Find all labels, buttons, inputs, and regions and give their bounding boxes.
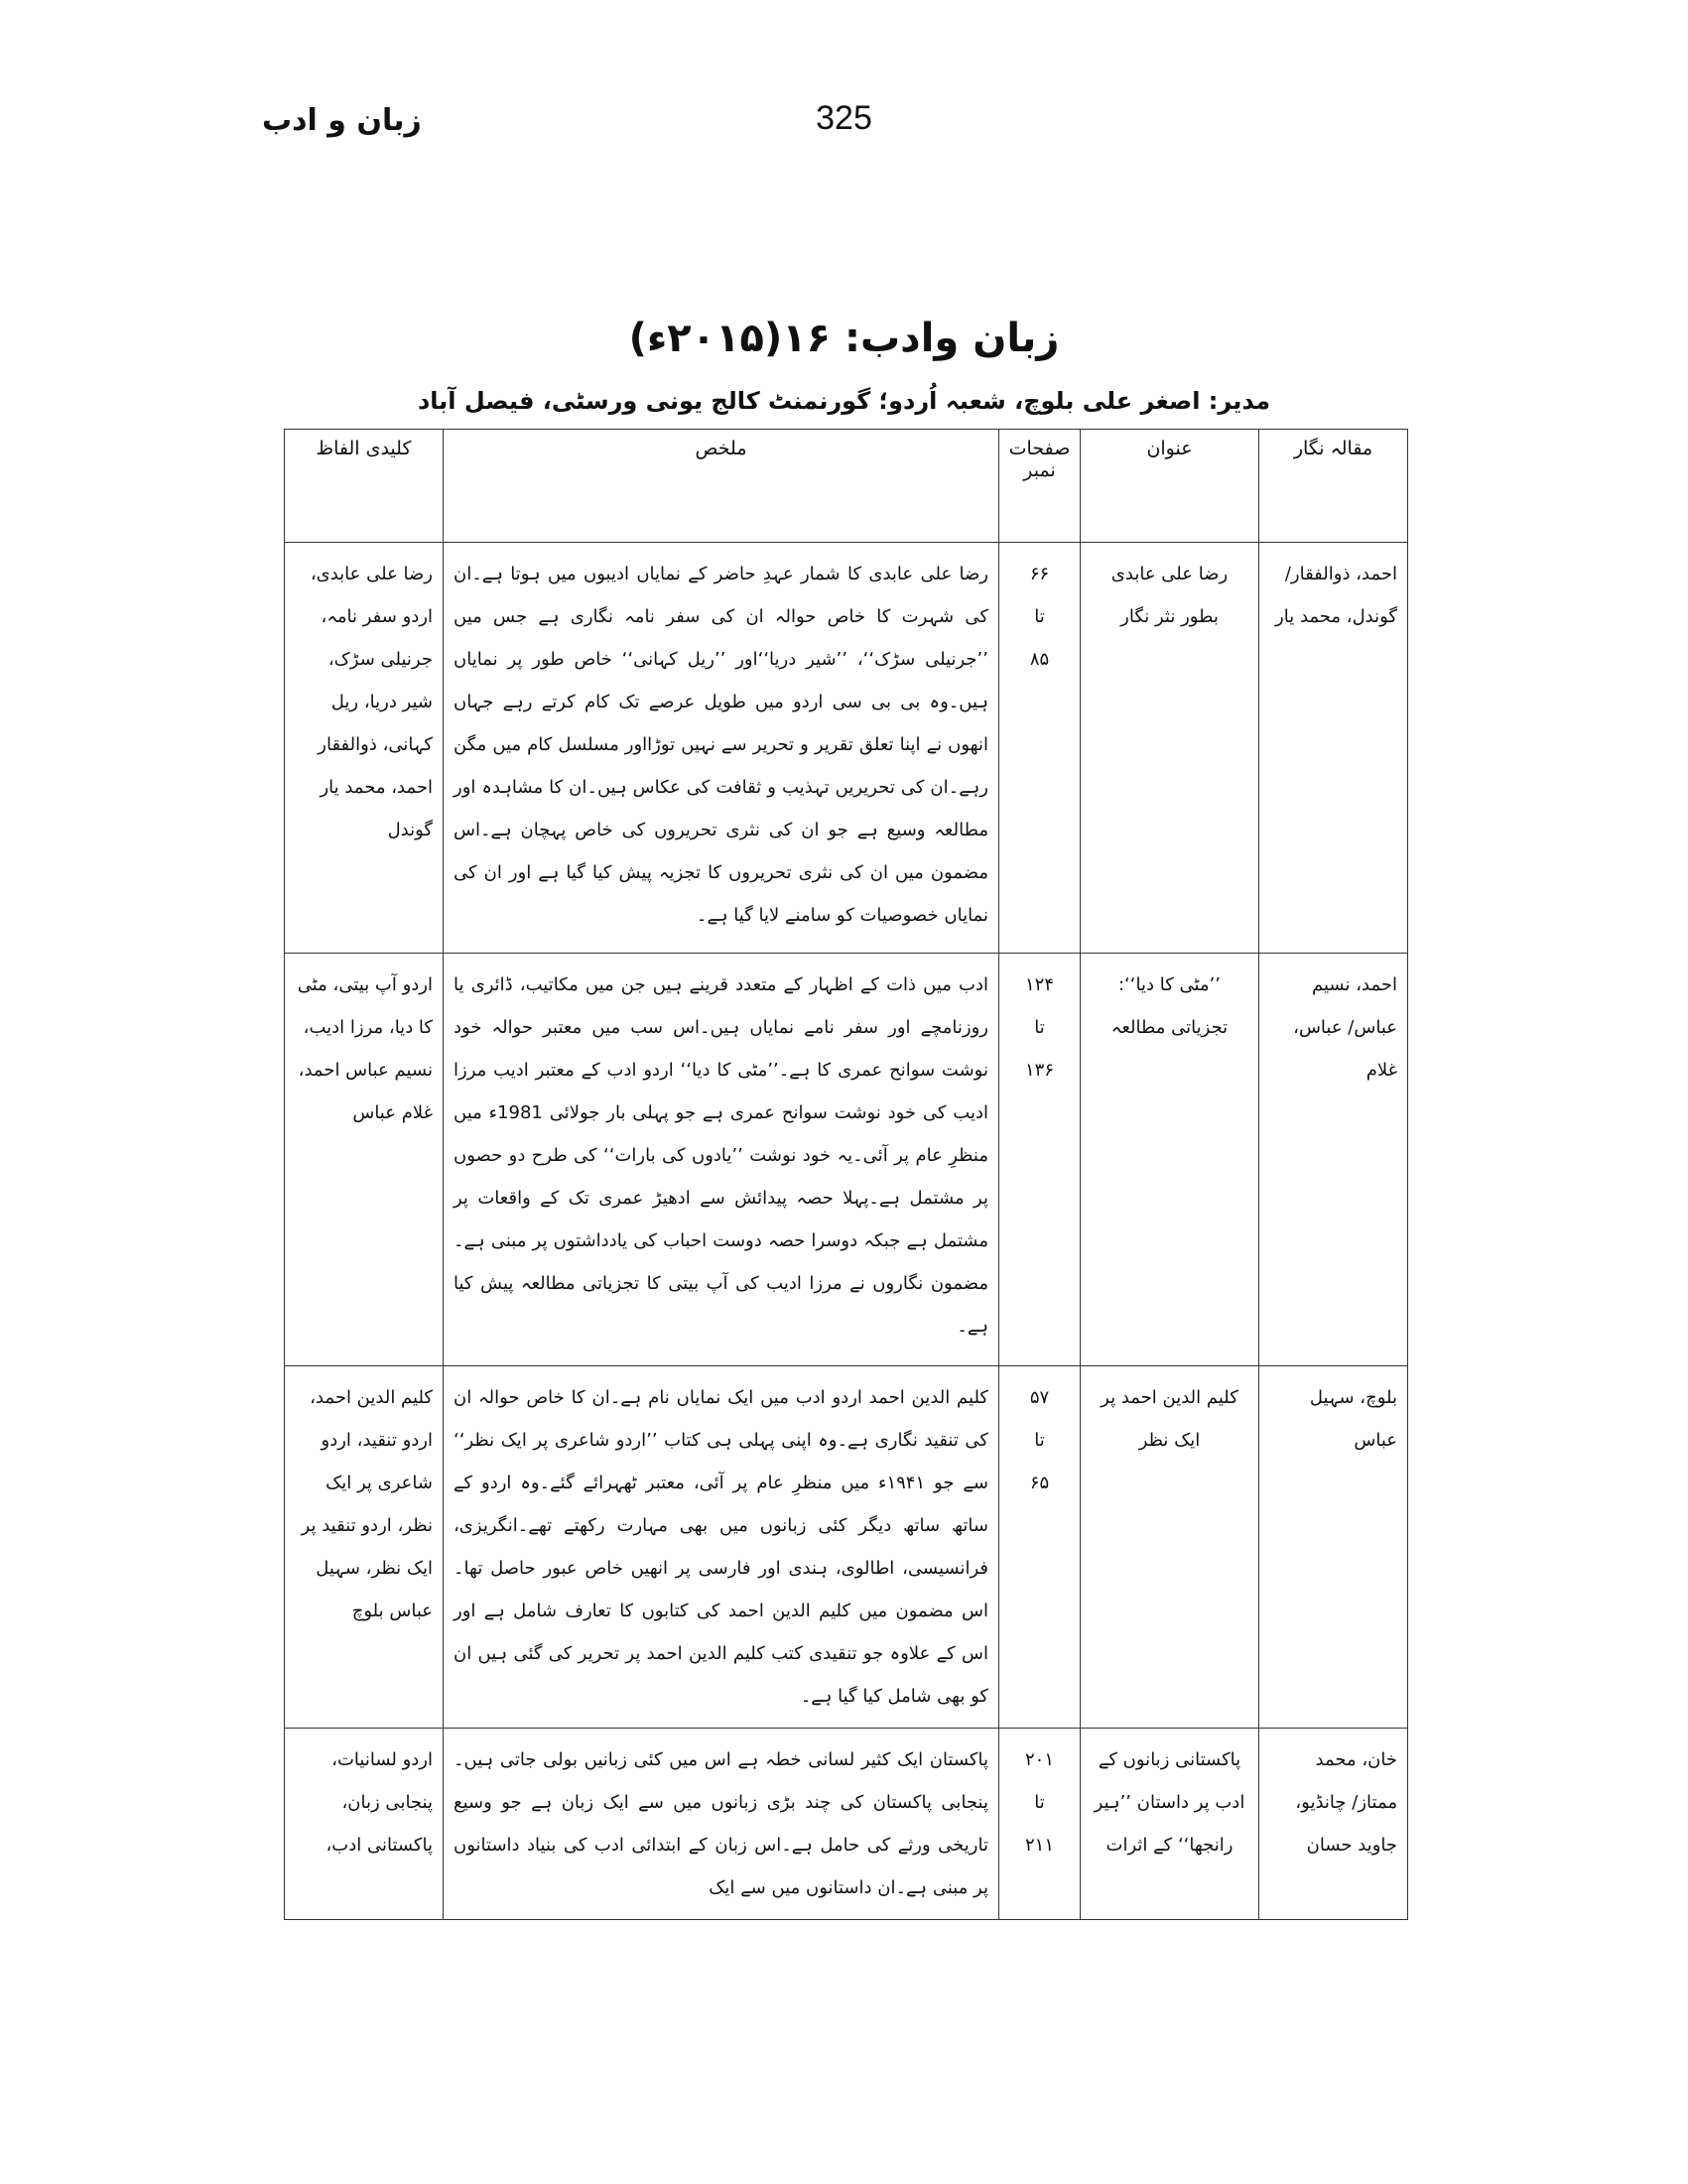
cell-title: کلیم الدین احمد پر ایک نظر [1081, 1366, 1259, 1729]
cell-keywords: کلیم الدین احمد، اردو تنقید، اردو شاعری پر ایک نظر، اردو تنقید پر ایک نظر، سہیل عباس بلوچ [285, 1366, 444, 1729]
page-number: 325 [816, 99, 872, 137]
header-keywords: کلیدی الفاظ [285, 430, 444, 543]
editor-line: مدیر: اصغر علی بلوچ، شعبہ اُردو؛ گورنمنٹ کالج یونی ورسٹی، فیصل آباد [417, 387, 1271, 415]
cell-pages [999, 1366, 1081, 1729]
page-separator: تا [1034, 1792, 1045, 1813]
table-row [285, 1366, 1408, 1729]
cell-author: احمد، ذوالفقار/ گوندل، محمد یار [1259, 543, 1408, 954]
cell-pages [999, 1729, 1081, 1920]
cell-abstract: کلیم الدین احمد اردو ادب میں ایک نمایاں نام ہے۔ان کا خاص حوالہ ان کی تنقید نگاری ہے۔وہ اپنی پہلی ہی کتاب ’’اردو شاعری پر ایک نظر‘‘ سے جو ۱۹۴۱ء میں منظرِ عام پر آئی، معتبر ٹھہرائے گئے۔وہ اردو کے ساتھ ساتھ دیگر کئی زبانوں میں بھی مہارت رکھتے تھے۔انگریزی، فرانسیسی، اطالوی، ہندی اور فارسی پر انھیں خاص عبور حاصل تھا۔اس مضمون میں کلیم الدین احمد کی کتابوں کا تعارف شامل ہے اور اس کے علاوہ جو تنقیدی کتب کلیم الدین احمد پر تحریر کی گئی ہیں ان کو بھی شامل کیا گیا ہے۔ [444, 1366, 999, 1729]
page-to: ۸۵ [1029, 649, 1050, 670]
page-to: ۱۳۶ [1024, 1060, 1054, 1081]
table-row [285, 1729, 1408, 1920]
page-from: ۶۶ [1029, 564, 1050, 584]
article-index-table [284, 429, 1408, 1920]
running-head: زبان و ادب [262, 103, 422, 138]
page-from: ۵۷ [1029, 1387, 1050, 1408]
page-separator: تا [1034, 1430, 1045, 1451]
cell-abstract: پاکستان ایک کثیر لسانی خطہ ہے اس میں کئی زبانیں بولی جاتی ہیں۔پنجابی پاکستان کی چند بڑی زبانوں میں سے ایک زبان ہے جو وسیع تاریخی ورثے کی حامل ہے۔اس زبان کے ابتدائی ادب کی بنیاد داستانوں پر مبنی ہے۔ان داستانوں میں سے ایک [444, 1729, 999, 1920]
cell-abstract: ادب میں ذات کے اظہار کے متعدد قرینے ہیں جن میں مکاتیب، ڈائری یا روزنامچے اور سفر نامے نمایاں ہیں۔اس سب میں معتبر حوالہ خود نوشت سوانح عمری کا ہے۔’’مٹی کا دیا‘‘ اردو ادب کے معتبر ادیب مرزا ادیب کی خود نوشت سوانح عمری ہے جو پہلی بار جولائی 1981ء میں منظرِ عام پر آئی۔یہ خود نوشت ’’یادوں کی بارات‘‘ کی طرح دو حصوں پر مشتمل ہے۔پہلا حصہ پیدائش سے ادھیڑ عمری تک کے واقعات پر مشتمل ہے جبکہ دوسرا حصہ دوست احباب کی یادداشتوں پر مبنی ہے۔مضمون نگاروں نے مرزا ادیب کی آپ بیتی کا تجزیاتی مطالعہ پیش کیا ہے۔ [444, 954, 999, 1366]
cell-pages [999, 954, 1081, 1366]
cell-abstract: رضا علی عابدی کا شمار عہدِ حاضر کے نمایاں ادیبوں میں ہوتا ہے۔ان کی شہرت کا خاص حوالہ ان کی سفر نامہ نگاری ہے جس میں ’’جرنیلی سڑک‘‘، ’’شیر دریا‘‘اور ’’ریل کہانی‘‘ خاص طور پر نمایاں ہیں۔وہ بی بی سی اردو میں طویل عرصے تک کام کرتے رہے جہاں انھوں نے اپنا تعلق تقریر و تحریر سے نہیں توڑااور مسلسل کام میں مگن رہے۔ان کی تحریریں تہذیب و ثقافت کی عکاس ہیں۔ان کا مشاہدہ اور مطالعہ وسیع ہے جو ان کی نثری تحریروں کی خاص پہچان ہے۔اس مضمون میں ان کی نثری تحریروں کا تجزیہ پیش کیا گیا ہے اور ان کی نمایاں خصوصیات کو سامنے لایا گیا ہے۔ [444, 543, 999, 954]
header-title: عنوان [1081, 430, 1259, 543]
cell-author: خان، محمد ممتاز/ چانڈیو، جاوید حسان [1259, 1729, 1408, 1920]
cell-keywords: رضا علی عابدی، اردو سفر نامہ، جرنیلی سڑک، شیر دریا، ریل کہانی، ذوالفقار احمد، محمد یار گوندل [285, 543, 444, 954]
cell-author: احمد، نسیم عباس/ عباس، غلام [1259, 954, 1408, 1366]
header-abstract: ملخص [444, 430, 999, 543]
page-from: ۲۰۱ [1024, 1749, 1054, 1770]
journal-title: زبان وادب: ۱۶(۲۰۱۵ء) [628, 316, 1060, 361]
cell-keywords: اردو آپ بیتی، مٹی کا دیا، مرزا ادیب، نسیم عباس احمد، غلام عباس [285, 954, 444, 1366]
page-separator: تا [1034, 606, 1045, 627]
cell-title: پاکستانی زبانوں کے ادب پر داستان ’’ہیر رانجھا‘‘ کے اثرات [1081, 1729, 1259, 1920]
cell-keywords: اردو لسانیات، پنجابی زبان، پاکستانی ادب، [285, 1729, 444, 1920]
table-row [285, 543, 1408, 954]
header-author: مقالہ نگار [1259, 430, 1408, 543]
page-to: ۶۵ [1029, 1473, 1050, 1493]
page-separator: تا [1034, 1017, 1045, 1038]
cell-author: بلوچ، سہیل عباس [1259, 1366, 1408, 1729]
page-from: ۱۲۴ [1024, 974, 1054, 995]
table-header-row [285, 430, 1408, 543]
cell-title: رضا علی عابدی بطور نثر نگار [1081, 543, 1259, 954]
page-to: ۲۱۱ [1024, 1835, 1054, 1856]
cell-pages [999, 543, 1081, 954]
cell-title: ’’مٹی کا دیا‘‘: تجزیاتی مطالعہ [1081, 954, 1259, 1366]
header-pages: صفحات نمبر [999, 430, 1081, 543]
table-row [285, 954, 1408, 1366]
